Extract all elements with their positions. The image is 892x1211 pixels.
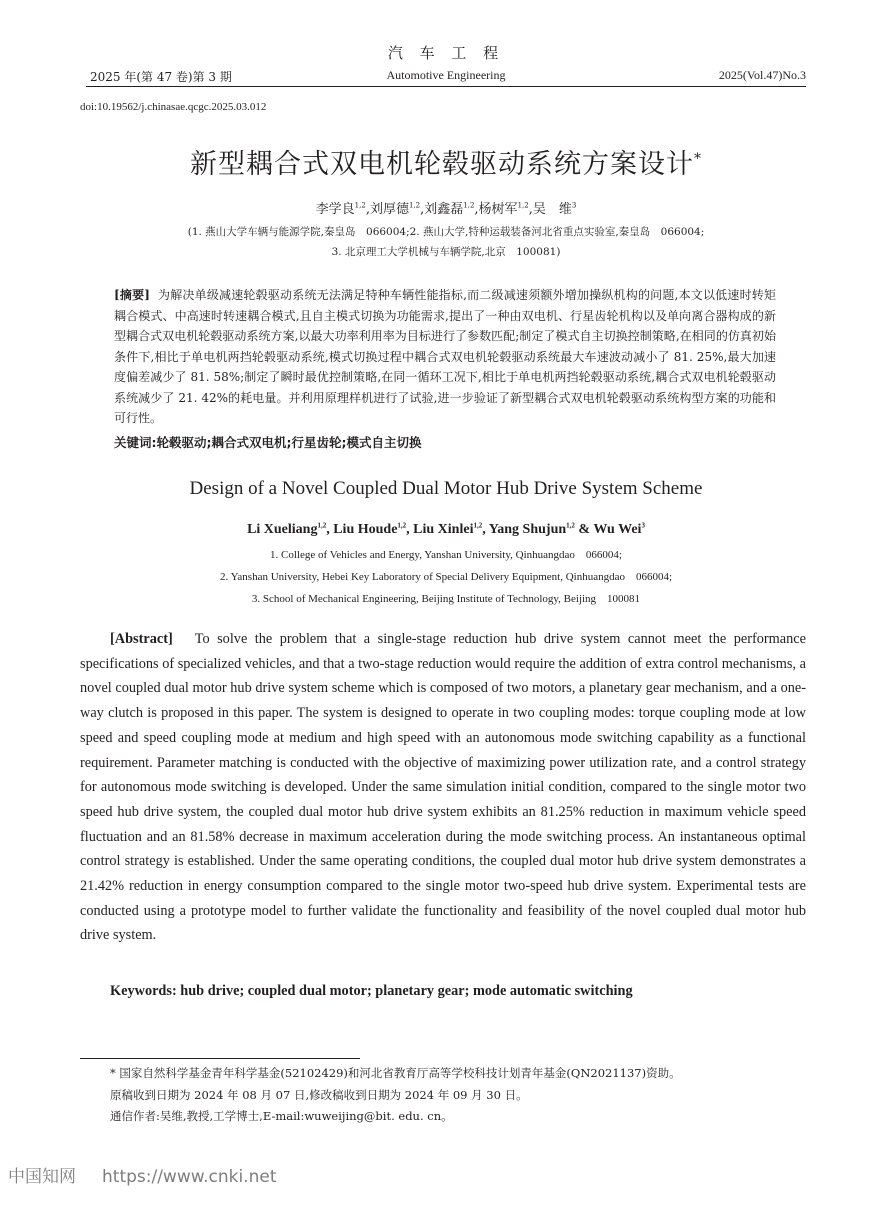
abstract-en-label: [Abstract] <box>110 631 173 647</box>
affiliation-en-line: 3. School of Mechanical Engineering, Beijing Institute of Technology, Beijing 100081 <box>251 593 641 605</box>
author-cn: 李学良$^{1,2}$, <box>315 201 370 217</box>
doi[interactable]: doi:10.19562/j.chinasae.qcgc.2025.03.012 <box>80 101 267 113</box>
keywords-en: Keywords: hub drive; coupled dual motor; planetary gear; mode automatic switching <box>110 983 633 999</box>
journal-name-en: Automotive Engineering <box>386 68 506 82</box>
watermark-site-name: 中国知网 <box>8 1167 76 1187</box>
title-cn <box>0 142 892 181</box>
watermark-url[interactable]: https://www.cnki.net <box>102 1167 277 1187</box>
author-cn: 刘厚德$^{1,2}$, <box>369 201 425 217</box>
journal-name-cn: 汽 车 工 程 <box>387 44 505 62</box>
affiliations-en <box>90 544 802 610</box>
abstract-en <box>80 627 806 948</box>
authors-cn <box>0 198 892 217</box>
keywords-cn: 关键词:轮毂驱动;耦合式双电机;行星齿轮;模式自主切换 <box>114 435 422 450</box>
affiliation-en-line: 1. College of Vehicles and Energy, Yanshan University, Qinhuangdao 066004; <box>270 549 622 561</box>
author-en: Liu Houde$^{1,2}$, <box>333 521 414 537</box>
title-cn-text: 新型耦合式双电机轮毂驱动系统方案设计 <box>190 149 694 180</box>
affiliation-cn-line: (1. 燕山大学车辆与能源学院,秦皇岛 066004;2. 燕山大学,特种运载装备河北省重点实验室,秦皇岛 066004; <box>187 226 705 238</box>
issue-info-en: 2025(Vol.47)No.3 <box>718 68 806 82</box>
issue-info-cn: 2025 年(第 47 卷)第 3 期 <box>90 70 232 84</box>
footnote-received: 原稿收到日期为 2024 年 08 月 07 日,修改稿收到日期为 2024 年 09 月 30 日。 <box>110 1087 528 1102</box>
abstract-cn-text: 为解决单级减速轮毂驱动系统无法满足特种车辆性能指标,而二级减速须额外增加操纵机构的问题,本文以低速时转矩耦合模式、中高速时转速耦合模式,且自主模式切换为功能需求,提出了一种由双电机、行星齿轮机构以及单向离合器构成的新型耦合式双电机轮毂驱动系统方案,以最大功率利用率为目标进行了参数匹配;制定了模式自主切换控制策略,在相同的仿真初始条件下,相比于单电机两挡轮毂驱动系统,模式切换过程中耦合式双电机轮毂驱动系统最大车速波动减小了 81. 25%,最大加速度偏差减少了 81. 58%;制定了瞬时最优控制策略,在同一循环工况下,相比于单电机两挡轮毂驱动系统,耦合式双电机轮毂驱动系统减少了 21. 42%的耗电量。并利用原理样机进行了试验,进一步验证了新型耦合式双电机轮毂驱动系统构型方案的功能和可行性。 <box>114 288 776 425</box>
cnki-watermark <box>8 1162 302 1187</box>
footnote-corresponding-author: 通信作者:吴维,教授,工学博士,E-mail:wuweijing@bit. edu. cn。 <box>110 1109 453 1123</box>
author-en: Wu Wei$^3$ <box>593 521 645 537</box>
author-cn: 刘鑫磊$^{1,2}$, <box>424 201 479 217</box>
title-en: Design of a Novel Coupled Dual Motor Hub Drive System Scheme <box>189 478 703 499</box>
authors-en <box>0 521 892 538</box>
affiliations-cn <box>90 222 802 262</box>
author-cn: 杨树军$^{1,2}$, <box>478 201 533 217</box>
footnote-divider <box>80 1058 360 1059</box>
abstract-cn-label: [摘要] <box>114 288 150 302</box>
footnote-funding: * 国家自然科学基金青年科学基金(52102429)和河北省教育厅高等学校科技计划青年基金(QN2021137)资助。 <box>110 1066 681 1080</box>
header-divider <box>86 86 806 87</box>
author-en: Yang Shujun$^{1,2}$ & <box>488 521 594 537</box>
author-en: Li Xueliang$^{1,2}$, <box>247 521 334 537</box>
author-cn: 吴 维$^3$ <box>532 201 577 217</box>
title-cn-footnote-mark: * <box>694 151 702 167</box>
footnotes <box>110 1063 810 1128</box>
abstract-en-text: To solve the problem that a single-stage reduction hub drive system cannot meet the performance specifications of specialized vehicles, and that a two-stage reduction would require the addition of extra control mechanisms, a novel coupled dual motor hub drive system scheme which is composed of two motors, a planetary gear mechanism, and a one-way clutch is proposed in this paper. The system is designed to operate in two coupling modes: torque coupling mode at low speed and speed coupling mode at medium and high speed with an autonomous mode switching capability as a functional requirement. Parameter matching is conducted with the objective of maximizing power utilization rate, and a control strategy for autonomous mode switching is developed. Under the same simulation initial condition, compared to the single motor two speed hub drive system, the coupled dual motor hub drive system exhibits an 81.25% reduction in maximum vehicle speed fluctuation and an 81.58% decrease in maximum acceleration during the mode switching process. An instantaneous optimal control strategy is established. Under the same operating conditions, the coupled dual motor hub drive system demonstrates a 21.42% reduction in energy consumption compared to the single motor two-speed hub drive system. Experimental tests are conducted using a prototype model to further validate the functionality and feasibility of the novel coupled dual motor hub drive system. <box>80 631 806 944</box>
abstract-cn <box>114 285 776 429</box>
affiliation-en-line: 2. Yanshan University, Hebei Key Laboratory of Special Delivery Equipment, Qinhuangdao 066004; <box>219 571 673 583</box>
affiliation-cn-line: 3. 北京理工大学机械与车辆学院,北京 100081) <box>331 246 561 258</box>
author-en: Liu Xinlei$^{1,2}$, <box>413 521 489 537</box>
